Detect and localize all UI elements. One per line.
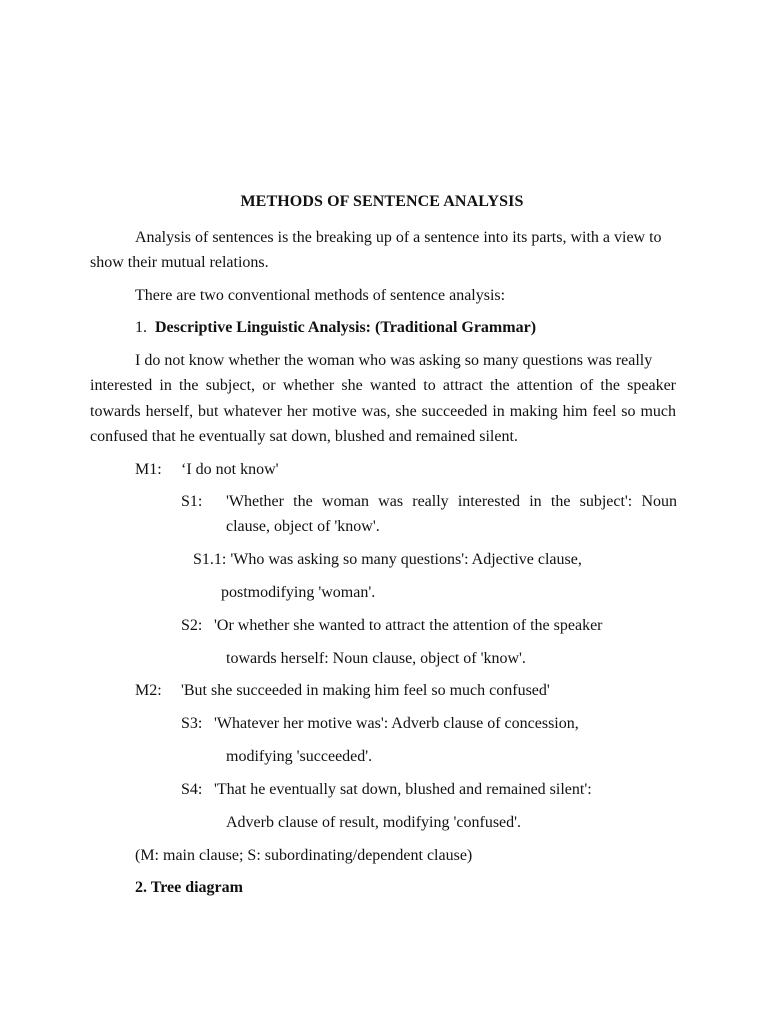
section-1-title: Descriptive Linguistic Analysis: (Traditional Grammar) <box>155 319 537 336</box>
analysis-s11-line-2: postmodifying 'woman'. <box>221 584 376 601</box>
analysis-s3 <box>181 714 579 734</box>
analysis-s1-line-2: clause, object of 'know'. <box>226 518 380 535</box>
intro-line-1: Analysis of sentences is the breaking up of a sentence into its parts, with a view to <box>135 229 662 246</box>
page-title: METHODS OF SENTENCE ANALYSIS <box>240 193 524 210</box>
analysis-m2 <box>135 681 550 701</box>
m1-text: ‘I do not know' <box>181 461 279 478</box>
example-line-1: I do not know whether the woman who was asking so many questions was really <box>135 352 653 369</box>
analysis-s4-line-2: Adverb clause of result, modifying 'confused'. <box>226 814 522 831</box>
analysis-m1 <box>135 460 279 480</box>
example-line-3: towards herself, but whatever her motive was, she succeeded in making him feel so much <box>90 403 676 420</box>
m1-label: M1: <box>135 461 162 478</box>
example-line-2: interested in the subject, or whether she wanted to attract the attention of the speaker <box>90 377 676 394</box>
section-2-heading: 2. Tree diagram <box>135 879 243 896</box>
s2-line-1: 'Or whether she wanted to attract the attention of the speaker <box>214 617 603 634</box>
s3-label: S3: <box>181 715 203 732</box>
methods-intro: There are two conventional methods of sentence analysis: <box>135 287 506 304</box>
s4-label: S4: <box>181 781 203 798</box>
s2-label: S2: <box>181 617 203 634</box>
intro-line-2: show their mutual relations. <box>90 254 269 271</box>
section-1-number: 1. <box>135 319 147 336</box>
example-line-4: confused that he eventually sat down, blushed and remained silent. <box>90 428 518 445</box>
analysis-s3-line-2: modifying 'succeeded'. <box>226 748 373 765</box>
section-1-heading <box>135 318 536 338</box>
s3-line-1: 'Whatever her motive was': Adverb clause of concession, <box>214 715 579 732</box>
analysis-s4 <box>181 780 592 800</box>
analysis-s2 <box>181 616 603 636</box>
analysis-s2-line-2: towards herself: Noun clause, object of 'know'. <box>226 650 526 667</box>
m2-text: 'But she succeeded in making him feel so much confused' <box>181 682 550 699</box>
m2-label: M2: <box>135 682 162 699</box>
analysis-s1-label: S1: <box>181 493 203 510</box>
clause-legend: (M: main clause; S: subordinating/dependent clause) <box>135 847 473 864</box>
analysis-s11-line-1: S1.1: 'Who was asking so many questions': Adjective clause, <box>193 551 582 568</box>
analysis-s1-line-1: 'Whether the woman was really interested in the subject': Noun <box>226 493 677 510</box>
s4-line-1: 'That he eventually sat down, blushed and remained silent': <box>214 781 592 798</box>
